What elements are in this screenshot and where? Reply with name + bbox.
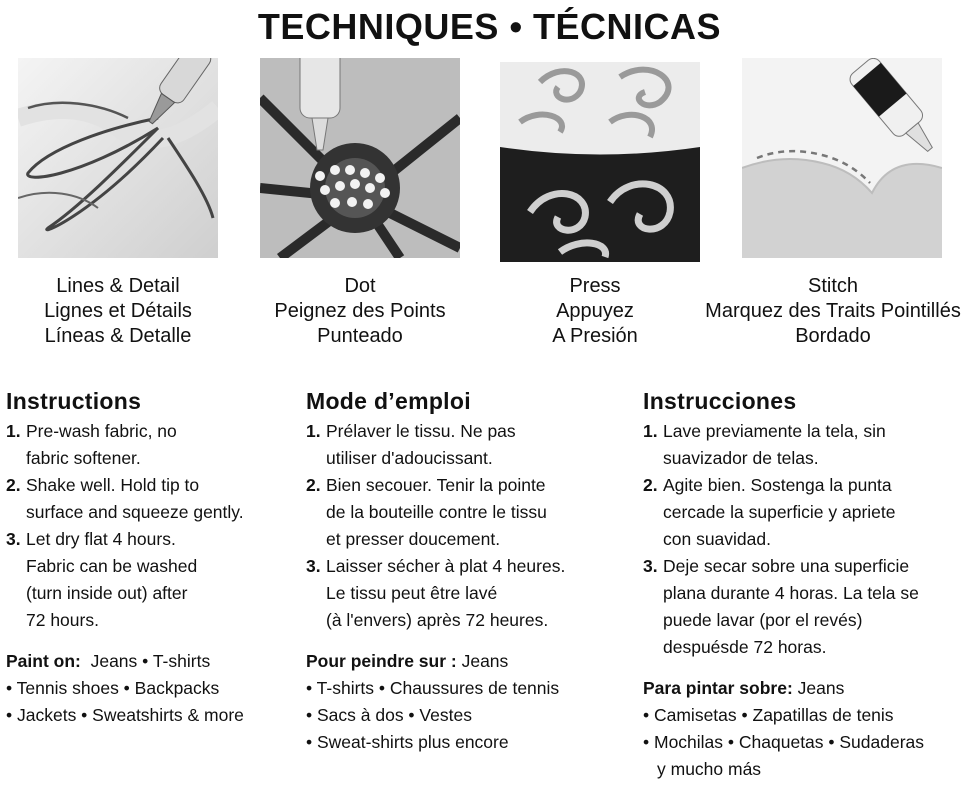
instruction-step bbox=[6, 526, 296, 634]
step-text: Let dry flat 4 hours. bbox=[26, 529, 176, 549]
technique-name-en: Lines & Detail bbox=[56, 275, 180, 297]
step-number: 2. bbox=[643, 475, 658, 495]
step-text: puede lavar (por el revés) bbox=[663, 610, 863, 630]
press-photo bbox=[500, 62, 700, 262]
technique-name-fr: Peignez des Points bbox=[274, 300, 446, 322]
technique-name-es: Punteado bbox=[317, 325, 403, 347]
step-text: Shake well. Hold tip to bbox=[26, 475, 200, 495]
dot-image bbox=[260, 58, 460, 258]
instructions-fr-heading: Mode d’emploi bbox=[306, 388, 471, 414]
technique-name-fr: Appuyez bbox=[556, 300, 634, 322]
step-text: Le tissu peut être lavé bbox=[326, 583, 498, 603]
step-number: 1. bbox=[643, 421, 658, 441]
step-number: 3. bbox=[643, 556, 658, 576]
page-title: TECHNIQUES • TÉCNICAS bbox=[257, 6, 722, 47]
paint-on-list bbox=[6, 648, 296, 729]
paint-on-item: y mucho más bbox=[657, 759, 762, 779]
instruction-step bbox=[643, 553, 973, 661]
instruction-step bbox=[643, 472, 973, 553]
step-text: Prélaver le tissu. Ne pas bbox=[326, 421, 516, 441]
technique-name-es: A Presión bbox=[552, 325, 638, 347]
step-text: con suavidad. bbox=[663, 529, 771, 549]
lines-detail-photo bbox=[18, 58, 218, 258]
step-text: Fabric can be washed bbox=[26, 556, 198, 576]
step-text: cercade la superficie y apriete bbox=[663, 502, 896, 522]
instruction-step bbox=[306, 553, 626, 634]
instructions-fr bbox=[306, 386, 626, 756]
paint-on-item: Jeans • T-shirts bbox=[90, 651, 211, 671]
step-text: et presser doucement. bbox=[326, 529, 501, 549]
paint-on-item: • Sacs à dos • Vestes bbox=[306, 705, 472, 725]
instruction-step bbox=[6, 418, 296, 472]
instructions-es bbox=[643, 386, 973, 783]
step-text: suavizador de telas. bbox=[663, 448, 819, 468]
dot-photo bbox=[260, 58, 460, 258]
step-text: de la bouteille contre le tissu bbox=[326, 502, 547, 522]
step-text: fabric softener. bbox=[26, 448, 141, 468]
step-text: Deje secar sobre una superficie bbox=[663, 556, 910, 576]
paint-on-label: Pour peindre sur : bbox=[306, 651, 457, 671]
technique-name-en: Dot bbox=[344, 275, 376, 297]
step-text: Agite bien. Sostenga la punta bbox=[663, 475, 892, 495]
step-number: 1. bbox=[6, 421, 21, 441]
press-image bbox=[500, 62, 700, 262]
instructions-es-heading: Instrucciones bbox=[643, 388, 797, 414]
paint-on-item: • T-shirts • Chaussures de tennis bbox=[306, 678, 560, 698]
step-text: plana durante 4 horas. La tela se bbox=[663, 583, 919, 603]
instruction-step bbox=[306, 418, 626, 472]
technique-name-fr: Marquez des Traits Pointillés bbox=[705, 300, 961, 322]
step-text: (turn inside out) after bbox=[26, 583, 188, 603]
instruction-step bbox=[643, 418, 973, 472]
step-text: surface and squeeze gently. bbox=[26, 502, 244, 522]
step-text: utiliser d'adoucissant. bbox=[326, 448, 493, 468]
paint-on-item: • Mochilas • Chaquetas • Sudaderas bbox=[643, 732, 925, 752]
technique-name-en: Press bbox=[569, 275, 621, 297]
instructions-en-heading: Instructions bbox=[6, 388, 142, 414]
lines-detail-image bbox=[18, 58, 218, 258]
technique-name-es: Bordado bbox=[795, 325, 871, 347]
technique-name-es: Líneas & Detalle bbox=[44, 325, 192, 347]
step-number: 3. bbox=[6, 529, 21, 549]
step-text: (à l'envers) après 72 heures. bbox=[326, 610, 549, 630]
paint-on-item: • Jackets • Sweatshirts & more bbox=[6, 705, 244, 725]
paint-on-item: Jeans bbox=[797, 678, 845, 698]
paint-on-list bbox=[306, 648, 626, 756]
stitch-photo bbox=[742, 58, 942, 258]
step-text: despuésde 72 horas. bbox=[663, 637, 827, 657]
step-text: Laisser sécher à plat 4 heures. bbox=[326, 556, 566, 576]
step-number: 2. bbox=[306, 475, 321, 495]
instruction-step bbox=[6, 472, 296, 526]
step-text: 72 hours. bbox=[26, 610, 99, 630]
paint-on-item: Jeans bbox=[461, 651, 509, 671]
step-text: Lave previamente la tela, sin bbox=[663, 421, 886, 441]
paint-on-label: Paint on: bbox=[6, 651, 81, 671]
step-number: 3. bbox=[306, 556, 321, 576]
step-text: Pre-wash fabric, no bbox=[26, 421, 177, 441]
step-number: 1. bbox=[306, 421, 321, 441]
paint-on-list bbox=[643, 675, 973, 783]
paint-on-label: Para pintar sobre: bbox=[643, 678, 793, 698]
technique-name-fr: Lignes et Détails bbox=[44, 300, 192, 322]
instructions-en bbox=[6, 386, 296, 729]
technique-name-en: Stitch bbox=[807, 275, 859, 297]
step-text: Bien secouer. Tenir la pointe bbox=[326, 475, 546, 495]
paint-on-item: • Sweat-shirts plus encore bbox=[306, 732, 509, 752]
stitch-image bbox=[742, 58, 942, 258]
instruction-step bbox=[306, 472, 626, 553]
paint-on-item: • Tennis shoes • Backpacks bbox=[6, 678, 220, 698]
step-number: 2. bbox=[6, 475, 21, 495]
paint-on-item: • Camisetas • Zapatillas de tenis bbox=[643, 705, 894, 725]
